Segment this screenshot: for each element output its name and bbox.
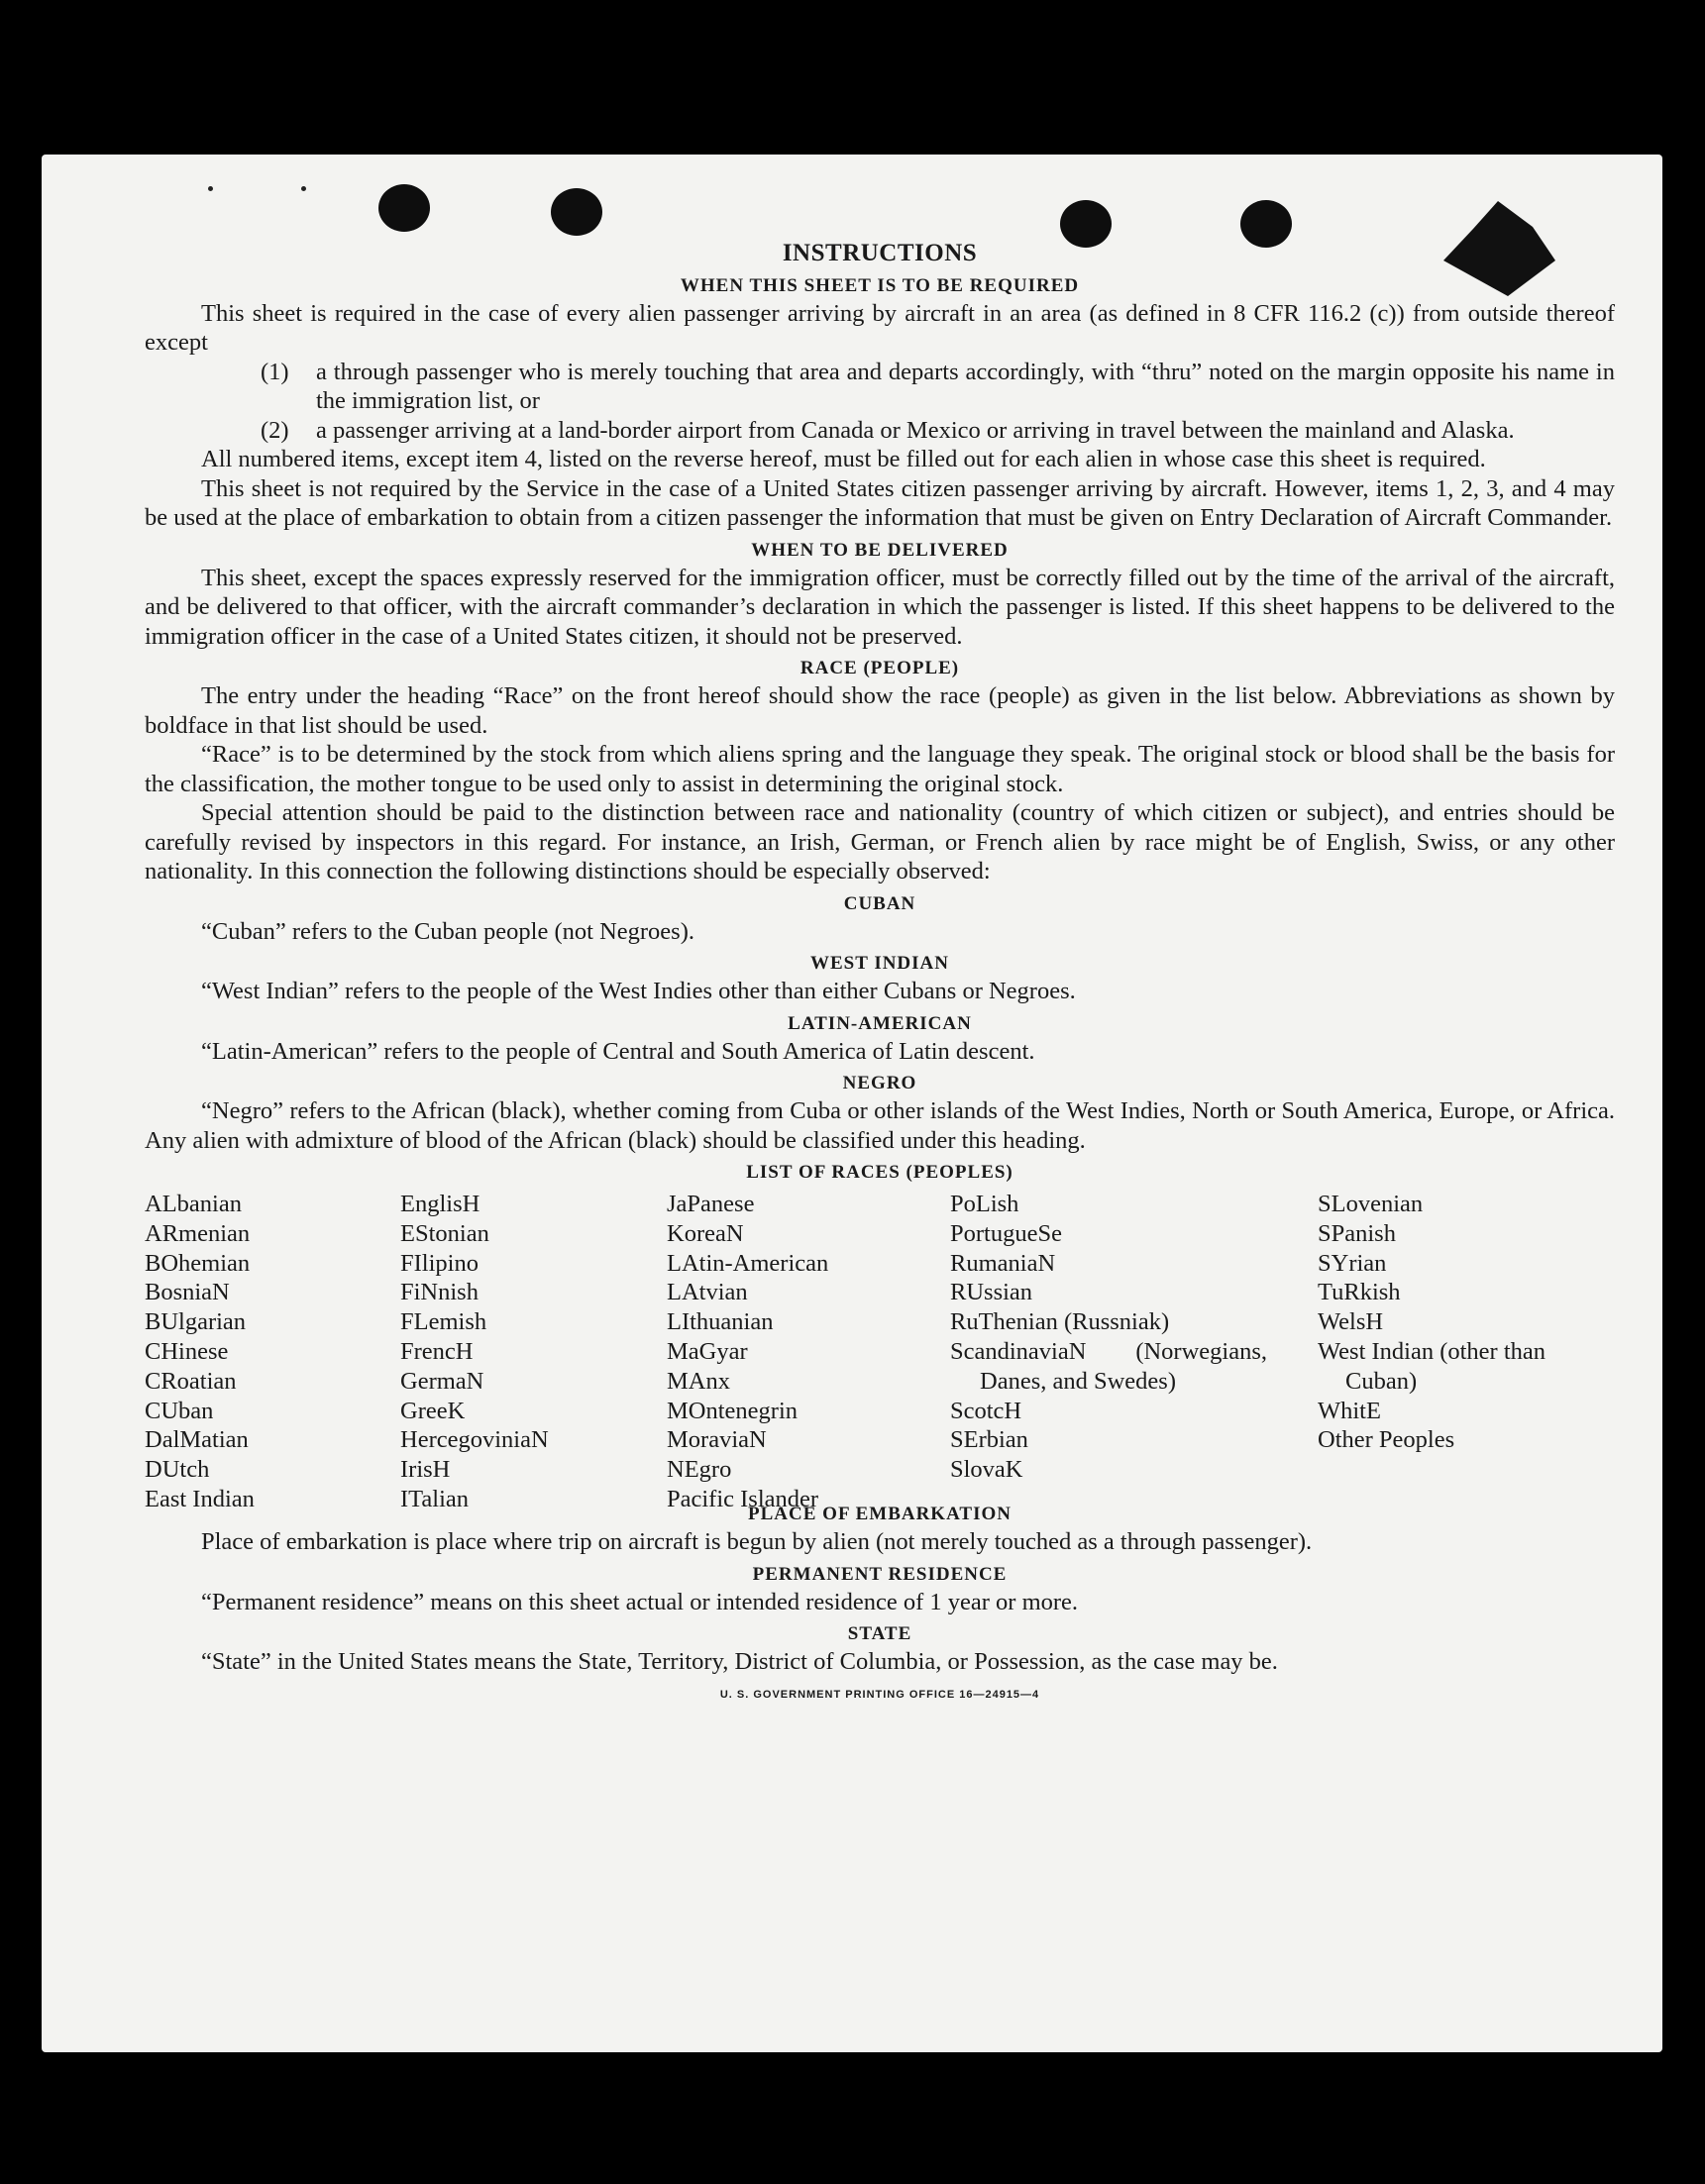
list-item: (1) a through passenger who is merely touching that area and departs accordingly, with “thru” noted on the margin opposite his name in the immigration list, or bbox=[261, 358, 1615, 414]
race-item: DalMatian bbox=[145, 1426, 249, 1454]
race-item: LAtvian bbox=[667, 1279, 748, 1306]
section-heading: PERMANENT RESIDENCE bbox=[752, 1563, 1008, 1585]
race-item: ITalian bbox=[400, 1485, 470, 1512]
race-item: RUssian bbox=[950, 1279, 1033, 1306]
race-item: FrencH bbox=[400, 1337, 474, 1365]
races-column-1 bbox=[145, 1190, 382, 1514]
paragraph: “Negro” refers to the African (black), whether coming from Cuba or other islands of the West Indies, North or South America, Europe, or Africa. Any alien with admixture of blood of the African (black) should be classified under this heading. bbox=[145, 1097, 1615, 1154]
race-item: SlovaK bbox=[950, 1456, 1023, 1484]
race-item: JaPanese bbox=[667, 1191, 755, 1217]
instructions-text bbox=[145, 239, 1615, 1710]
race-item: WelsH bbox=[1318, 1308, 1384, 1336]
section-heading: RACE (PEOPLE) bbox=[799, 658, 960, 678]
race-item: RumaniaN bbox=[950, 1249, 1056, 1277]
race-item: FiNnish bbox=[400, 1279, 479, 1306]
punch-hole bbox=[378, 184, 430, 232]
race-item: MAnx bbox=[667, 1367, 730, 1395]
race-item: Pacific Islander bbox=[667, 1485, 819, 1512]
race-item: TuRkish bbox=[1318, 1279, 1401, 1306]
paragraph: “State” in the United States means the State, Territory, District of Columbia, or Possession, as the case may be. bbox=[201, 1648, 1278, 1675]
race-item: BOhemian bbox=[145, 1249, 251, 1277]
race-item: SLovenian bbox=[1318, 1191, 1424, 1217]
race-item: BosniaN bbox=[145, 1279, 230, 1306]
race-item: KoreaN bbox=[667, 1219, 744, 1247]
race-item: EStonian bbox=[400, 1219, 489, 1247]
race-item: CHinese bbox=[145, 1337, 229, 1365]
section-heading: WEST INDIAN bbox=[810, 953, 949, 974]
page-title: INSTRUCTIONS bbox=[782, 240, 978, 266]
race-item: SPanish bbox=[1318, 1219, 1396, 1247]
race-item: MaGyar bbox=[667, 1337, 748, 1365]
race-item: SErbian bbox=[950, 1426, 1028, 1454]
paragraph: This sheet, except the spaces expressly reserved for the immigration officer, must be correctly filled out by the time of the arrival of the aircraft, and be delivered to that officer, with the aircraft commander’s declaration in which the passenger is listed. If this sheet happens to be delivered to the immigration officer in the case of a United States citizen, it should not be preserved. bbox=[145, 564, 1615, 650]
speck bbox=[208, 186, 213, 191]
races-list bbox=[145, 1190, 1615, 1512]
document-page bbox=[42, 155, 1662, 2052]
section-heading: WHEN THIS SHEET IS TO BE REQUIRED bbox=[680, 274, 1080, 296]
paragraph: All numbered items, except item 4, listed on the reverse hereof, must be filled out for each alien in whose case this sheet is required. bbox=[201, 446, 1486, 472]
race-item: MOntenegrin bbox=[667, 1397, 798, 1424]
paragraph: “West Indian” refers to the people of the West Indies other than either Cubans or Negroes. bbox=[201, 978, 1076, 1004]
race-item: LIthuanian bbox=[667, 1308, 774, 1336]
printer-imprint: U. S. GOVERNMENT PRINTING OFFICE 16—24915—4 bbox=[719, 1688, 1040, 1701]
paragraph: The entry under the heading “Race” on the front hereof should show the race (people) as given in the list below. Abbreviations as shown by boldface in that list should be used. bbox=[145, 682, 1615, 739]
punch-hole bbox=[551, 188, 602, 236]
races-column-5 bbox=[1318, 1190, 1615, 1455]
section-heading: LIST OF RACES (PEOPLES) bbox=[746, 1162, 1013, 1183]
paragraph: This sheet is required in the case of every alien passenger arriving by aircraft in an area (as defined in 8 CFR 116.2 (c)) from outside thereof except bbox=[145, 299, 1615, 356]
race-item: East Indian bbox=[145, 1485, 255, 1512]
race-item: ScandinaviaN (Norwegians, Danes, and Swedes) bbox=[950, 1337, 1267, 1395]
race-item: GreeK bbox=[400, 1397, 466, 1424]
section-heading: WHEN TO BE DELIVERED bbox=[751, 539, 1009, 561]
race-item: RuThenian (Russniak) bbox=[950, 1308, 1170, 1336]
race-item: ScotcH bbox=[950, 1397, 1022, 1424]
list-item: (2) a passenger arriving at a land-border airport from Canada or Mexico or arriving in travel between the mainland and Alaska. bbox=[261, 416, 1515, 444]
races-column-4 bbox=[950, 1190, 1267, 1485]
race-item: WhitE bbox=[1318, 1397, 1381, 1424]
race-item: Other Peoples bbox=[1318, 1426, 1455, 1454]
race-item: LAtin-American bbox=[667, 1249, 829, 1277]
race-item: CUban bbox=[145, 1397, 214, 1424]
section-heading: PLACE OF EMBARKATION bbox=[748, 1504, 1012, 1524]
race-item: SYrian bbox=[1318, 1249, 1387, 1277]
paragraph: “Cuban” refers to the Cuban people (not Negroes). bbox=[201, 917, 694, 945]
section-heading: LATIN-AMERICAN bbox=[788, 1012, 972, 1034]
paragraph: “Race” is to be determined by the stock from which aliens spring and the language they speak. The original stock or blood shall be the basis for the classification, the mother tongue to be used only to assist in determining the original stock. bbox=[145, 741, 1615, 797]
race-item: GermaN bbox=[400, 1367, 484, 1395]
race-item: ARmenian bbox=[145, 1219, 251, 1247]
paragraph: This sheet is not required by the Service in the case of a United States citizen passenger arriving by aircraft. However, items 1, 2, 3, and 4 may be used at the place of embarkation to obtain from a citizen passenger the information that must be given on Entry Declaration of Aircraft Commander. bbox=[145, 474, 1615, 531]
race-item: PortugueSe bbox=[950, 1219, 1062, 1247]
race-item: DUtch bbox=[145, 1456, 210, 1484]
race-item: MoraviaN bbox=[667, 1426, 767, 1454]
paragraph: Place of embarkation is place where trip on aircraft is begun by alien (not merely touched as a through passenger). bbox=[201, 1528, 1313, 1555]
races-column-3 bbox=[667, 1190, 924, 1514]
race-item: EnglisH bbox=[400, 1191, 480, 1217]
race-item: PoLish bbox=[950, 1191, 1019, 1217]
race-item: ALbanian bbox=[145, 1191, 242, 1217]
races-column-2 bbox=[400, 1190, 648, 1514]
race-item: HercegoviniaN bbox=[400, 1426, 549, 1454]
paragraph: “Permanent residence” means on this sheet actual or intended residence of 1 year or more. bbox=[201, 1588, 1079, 1615]
race-item: CRoatian bbox=[145, 1367, 237, 1395]
race-item: NEgro bbox=[667, 1456, 732, 1484]
section-heading: CUBAN bbox=[843, 892, 916, 914]
speck bbox=[301, 186, 306, 191]
race-item: West Indian (other than Cuban) bbox=[1318, 1337, 1546, 1395]
race-item: IrisH bbox=[400, 1456, 451, 1484]
paragraph: Special attention should be paid to the distinction between race and nationality (country of which citizen or subject), and entries should be carefully revised by inspectors in this regard. For instance, an Irish, German, or French alien by race might be of English, Swiss, or any other nationality. In this connection the following distinctions should be especially observed: bbox=[145, 799, 1615, 884]
section-heading: STATE bbox=[847, 1623, 912, 1644]
race-item: FIlipino bbox=[400, 1249, 479, 1277]
paragraph: “Latin-American” refers to the people of Central and South America of Latin descent. bbox=[201, 1037, 1035, 1065]
race-item: FLemish bbox=[400, 1308, 487, 1336]
race-item: BUlgarian bbox=[145, 1308, 247, 1336]
section-heading: NEGRO bbox=[842, 1073, 917, 1093]
